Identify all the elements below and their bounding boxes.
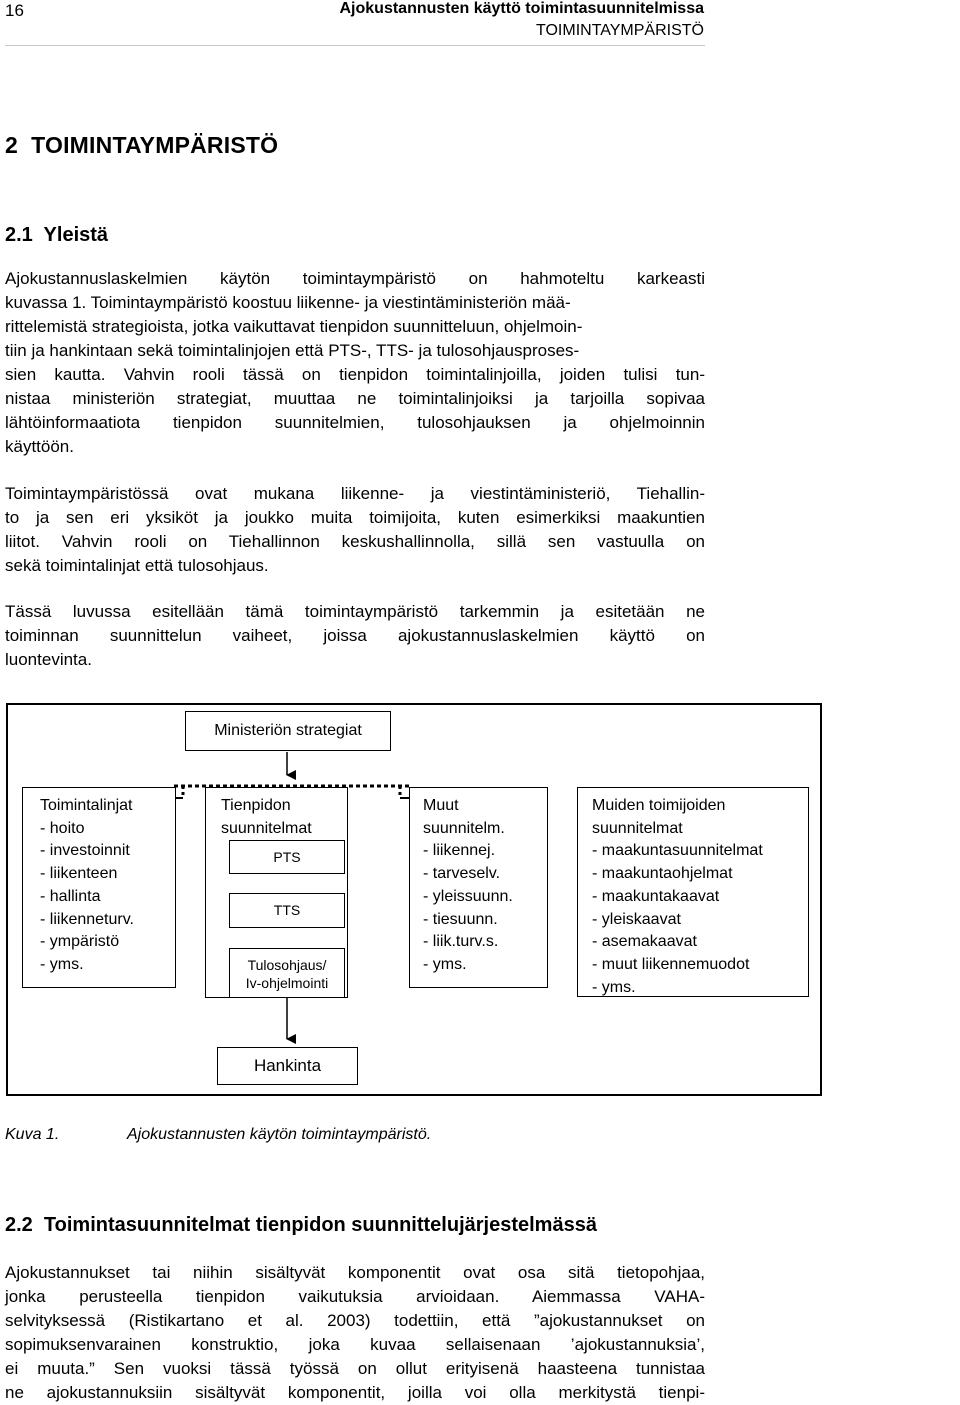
column-line: - muut liikennemuodot bbox=[592, 955, 750, 973]
paragraph-line: Toimintaympäristössä ovat mukana liikenne- ja viestintäministeriö, Tiehallin- bbox=[5, 484, 705, 503]
column-line: - maakuntasuunnitelmat bbox=[592, 842, 763, 860]
box-label: Hankinta bbox=[253, 1056, 322, 1075]
paragraph-line: sekä toimintalinjat että tulosohjaus. bbox=[5, 556, 269, 575]
column-line: - investoinnit bbox=[40, 842, 130, 860]
column-line: - yleissuunn. bbox=[423, 887, 513, 905]
paragraph-line: selvityksessä (Ristikartano et al. 2003) todettiin, että ”ajokustannukset on bbox=[5, 1311, 705, 1330]
paragraph-line: luontevinta. bbox=[5, 650, 92, 669]
box-tts bbox=[229, 893, 345, 928]
column-line: - hoito bbox=[40, 819, 85, 837]
box-hankinta bbox=[217, 1047, 358, 1085]
column-line: - asemakaavat bbox=[592, 933, 697, 951]
column-line: - ympäristö bbox=[40, 933, 120, 951]
section-heading-2-1: 2.1 Yleistä bbox=[5, 224, 109, 246]
paragraph-line: Ajokustannuslaskelmien käytön toimintaympäristö on hahmoteltu karkeasti bbox=[5, 269, 705, 288]
column-line: - hallinta bbox=[40, 887, 101, 905]
box-label-line: Tulosohjaus/ bbox=[247, 957, 327, 973]
paragraph-line: ei muuta.” Sen vuoksi tässä työssä on ollut erityisenä haasteena tunnistaa bbox=[5, 1359, 705, 1378]
paragraph-line: liitot. Vahvin rooli on Tiehallinnon keskushallinnolla, sillä sen vastuulla on bbox=[5, 532, 705, 551]
column-tienpidon-heading bbox=[221, 795, 312, 840]
column-line: Tienpidon bbox=[221, 797, 291, 814]
running-header-title: Ajokustannusten käyttö toimintasuunnitelmissa bbox=[339, 0, 704, 17]
column-line: - yleiskaavat bbox=[592, 910, 681, 928]
column-line: Muut bbox=[423, 797, 459, 814]
column-toimintalinjat bbox=[40, 795, 134, 977]
page-number: 16 bbox=[5, 1, 24, 20]
paragraph-line: käyttöön. bbox=[5, 437, 74, 456]
column-line: Toimintalinjat bbox=[40, 797, 133, 814]
paragraph-line: jonka perusteella tienpidon vaikutuksia arvioidaan. Aiemmassa VAHA- bbox=[5, 1287, 705, 1306]
box-ministerion-strategiat bbox=[185, 711, 391, 751]
paragraph-line: toiminnan suunnittelun vaiheet, joissa ajokustannuslaskelmien käyttö on bbox=[5, 626, 705, 645]
paragraph-line: kuvassa 1. Toimintaympäristö koostuu liikenne- ja viestintäministeriön mää- bbox=[5, 293, 571, 312]
figure-caption-label: Kuva 1. bbox=[5, 1126, 60, 1143]
paragraph-line: ne ajokustannuksiin sisältyvät komponentit, joilla voi olla merkitystä tienpi- bbox=[5, 1383, 705, 1402]
column-line: - liikennej. bbox=[423, 842, 496, 860]
paragraph-line: to ja sen eri yksiköt ja joukko muita toimijoita, kuten esimerkiksi maakuntien bbox=[5, 508, 705, 527]
column-line: - maakuntakaavat bbox=[592, 887, 720, 905]
section-heading-2-2: 2.2 Toimintasuunnitelmat tienpidon suunnittelujärjestelmässä bbox=[5, 1214, 597, 1236]
box-label: PTS bbox=[273, 849, 301, 865]
column-line: suunnitelmat bbox=[592, 819, 683, 837]
box-label: Ministeriön strategiat bbox=[214, 722, 362, 739]
paragraph-line: Ajokustannukset tai niihin sisältyvät komponentit ovat osa sitä tietopohjaa, bbox=[5, 1263, 705, 1282]
box-tulosohjaus bbox=[229, 948, 345, 998]
paragraph-line: rittelemistä strategioista, jotka vaikuttavat tienpidon suunnitteluun, ohjelmoin- bbox=[5, 317, 583, 336]
column-muut bbox=[423, 795, 513, 977]
paragraph-line: sopimuksenvarainen konstruktio, joka kuvaa sellaisenaan ’ajokustannuksia’, bbox=[5, 1335, 705, 1354]
column-line: - maakuntaohjelmat bbox=[592, 865, 733, 883]
column-line: suunnitelm. bbox=[423, 819, 505, 837]
box-label: TTS bbox=[273, 902, 301, 918]
column-line: - liik.turv.s. bbox=[423, 933, 499, 951]
column-line: suunnitelmat bbox=[221, 819, 312, 837]
column-line: Muiden toimijoiden bbox=[592, 797, 726, 814]
box-pts bbox=[229, 840, 345, 874]
column-muiden bbox=[592, 795, 763, 999]
column-line: - yms. bbox=[40, 955, 84, 973]
paragraph-line: nistaa ministeriön strategiat, muuttaa ne toimintalinjoiksi ja tarjoilla sopivaa bbox=[5, 389, 705, 408]
figure-caption-text: Ajokustannusten käytön toimintaympäristö. bbox=[127, 1126, 432, 1143]
column-line: - liikenteen bbox=[40, 865, 118, 883]
column-line: - yms. bbox=[423, 955, 467, 973]
column-line: - yms. bbox=[592, 978, 636, 996]
paragraph-line: Tässä luvussa esitellään tämä toimintaympäristö tarkemmin ja esitetään ne bbox=[5, 602, 705, 621]
column-line: - tiesuunn. bbox=[423, 910, 498, 928]
chapter-heading: 2 TOIMINTAYMPÄRISTÖ bbox=[5, 132, 279, 158]
column-line: - liikenneturv. bbox=[40, 910, 134, 928]
column-line: - tarveselv. bbox=[423, 865, 501, 883]
box-label-line: Iv-ohjelmointi bbox=[245, 975, 329, 991]
paragraph-line: tiin ja hankintaan sekä toimintalinjojen että PTS-, TTS- ja tulosohjausproses- bbox=[5, 341, 580, 360]
paragraph-line: lähtöinformaatiota tienpidon suunnitelmien, tulosohjauksen ja ohjelmoinnin bbox=[5, 413, 705, 432]
paragraph-line: sien kautta. Vahvin rooli tässä on tienpidon toimintalinjoilla, joiden tulisi tun- bbox=[5, 365, 705, 384]
running-header-subtitle: TOIMINTAYMPÄRISTÖ bbox=[535, 22, 704, 39]
